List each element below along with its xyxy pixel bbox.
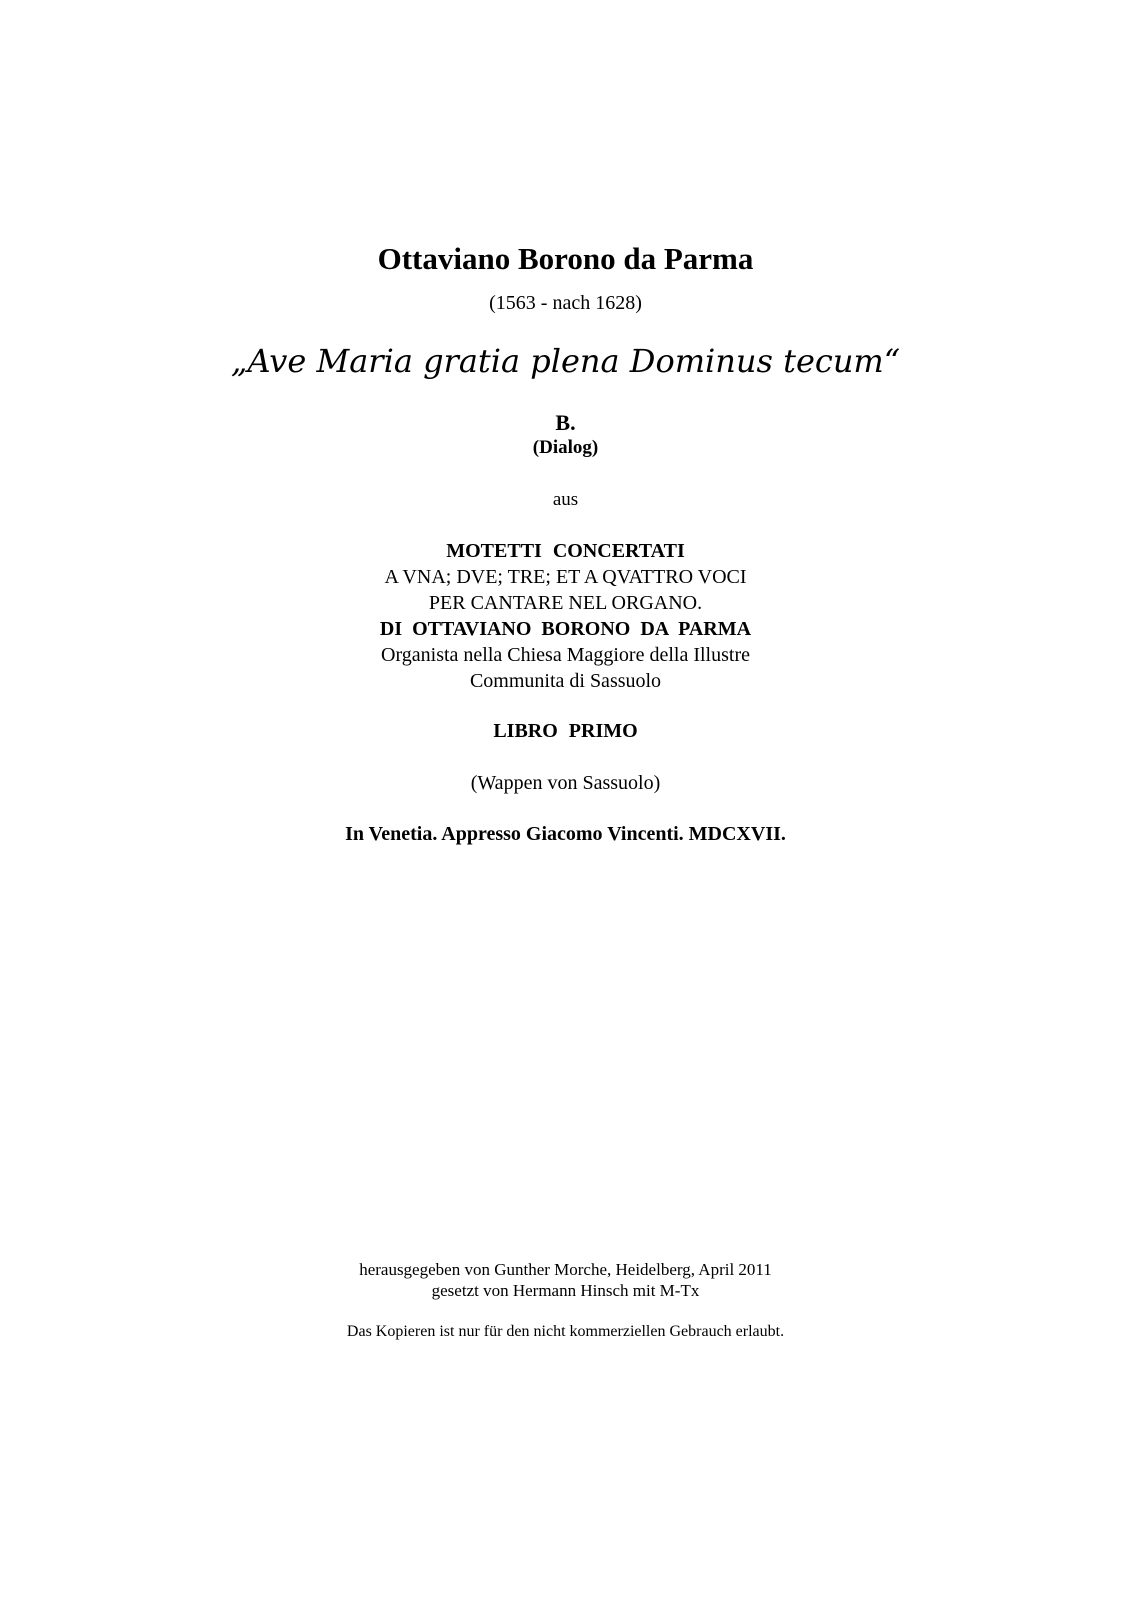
source-book: LIBRO PRIMO <box>493 720 638 742</box>
editor-credit: herausgegeben von Gunther Morche, Heidelberg, April 2011 <box>359 1260 772 1279</box>
part-label: (Dialog) <box>532 437 599 458</box>
copyright-notice: Das Kopieren ist nur für den nicht kommerziellen Gebrauch erlaubt. <box>346 1323 785 1340</box>
work-title: „Ave Maria gratia plena Dominus tecum“ <box>230 342 901 380</box>
from-word: aus <box>552 489 579 510</box>
source-title-line-2: A VNA; DVE; TRE; ET A QVATTRO VOCI <box>384 566 747 588</box>
part-letter: B. <box>555 410 576 435</box>
source-title-line-3: PER CANTARE NEL ORGANO. <box>428 592 703 614</box>
composer-name: Ottaviano Borono da Parma <box>377 241 754 276</box>
source-imprint: In Venetia. Appresso Giacomo Vincenti. MDCXVII. <box>345 823 786 845</box>
composer-dates: (1563 - nach 1628) <box>489 292 642 314</box>
source-author-role-line-2: Communita di Sassuolo <box>469 670 662 692</box>
source-title-line-1: MOTETTI CONCERTATI <box>446 540 685 562</box>
source-author-role-line-1: Organista nella Chiesa Maggiore della Illustre <box>381 644 750 666</box>
coat-of-arms-note: (Wappen von Sassuolo) <box>470 772 661 794</box>
source-author-line: DI OTTAVIANO BORONO DA PARMA <box>379 618 752 640</box>
typesetter-credit: gesetzt von Hermann Hinsch mit M-Tx <box>431 1281 700 1300</box>
